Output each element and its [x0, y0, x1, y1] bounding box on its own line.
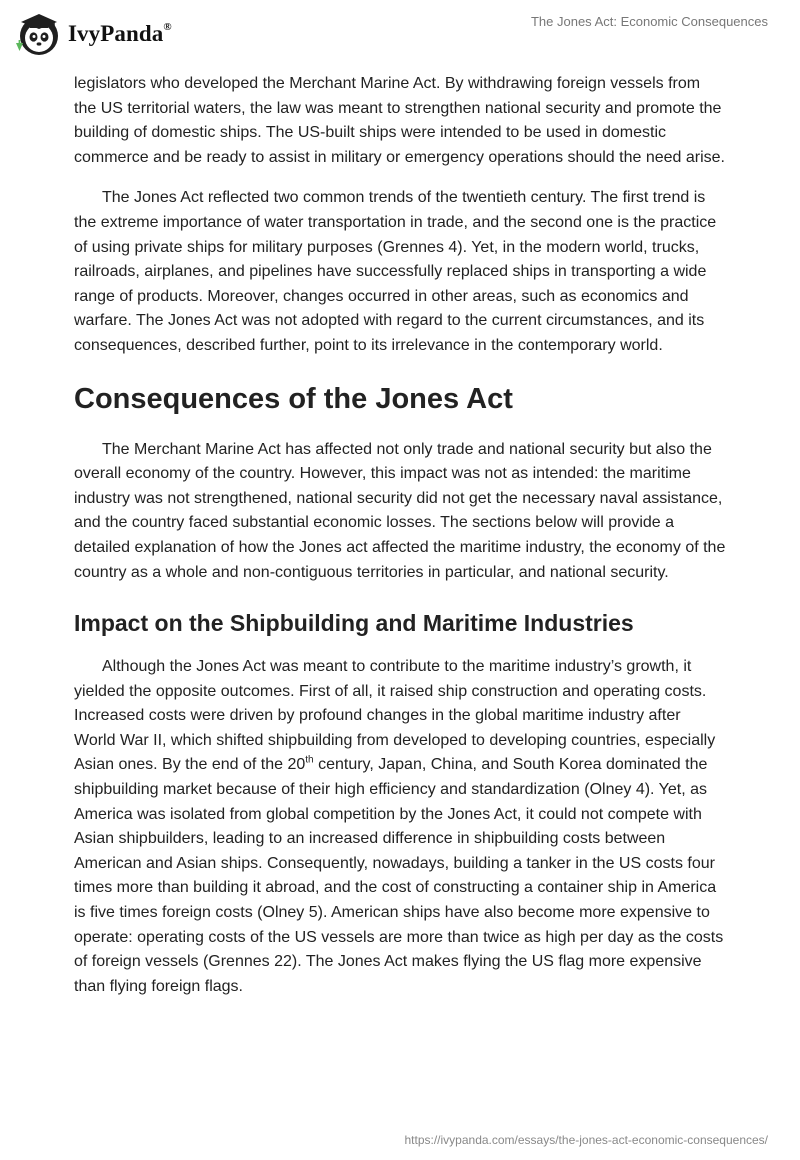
paragraph-4: Although the Jones Act was meant to contribute to the maritime industry’s growth, it yielded the opposite outcomes. First of all, it raised ship construction and operating costs. Increased costs were driven by profound changes in the global maritime industry after World War II, which shifted shipbuilding from developed to developing countries, especially Asian ones. By the end of the 20th century, Japan, China, and South Korea dominated the shipbuilding market because of their high efficiency and standardization (Olney 4). Yet, as America was isolated from global competition by the Jones Act, it could not compete with Asian shipbuilders, leading to an increased difference in shipbuilding costs between American and Asian ships. Consequently, nowadays, building a tanker in the US costs four times more than building it abroad, and the cost of constructing a container ship in America is five times foreign costs (Olney 5). American ships have also become more expensive to operate: operating costs of the US vessels are more than twice as high per day as the costs of foreign vessels (Grennes 22). The Jones Act makes flying the US flag more expensive than flying foreign flags. [74, 658, 724, 995]
page-header [0, 0, 800, 70]
brand-name: IvyPanda® [68, 21, 172, 46]
paragraph-3: The Merchant Marine Act has affected not only trade and national security but also the overall economy of the country. However, this impact was not as intended: the maritime industry was not strengthened, national security did not get the necessary naval assistance, and the country faced substantial economic losses. The sections below will provide a detailed explanation of how the Jones act affected the maritime industry, the economy of the country as a whole and non-contiguous territories in particular, and national security. [74, 440, 726, 581]
subsection-heading-shipbuilding: Impact on the Shipbuilding and Maritime Industries [74, 610, 634, 637]
panda-logo-icon [14, 9, 64, 59]
source-url[interactable]: https://ivypanda.com/essays/the-jones-act-economic-consequences/ [404, 1133, 768, 1147]
brand-logo[interactable] [14, 9, 172, 59]
paragraph-2: The Jones Act reflected two common trends of the twentieth century. The first trend is the extreme importance of water transportation in trade, and the second one is the practice of using private ships for military purposes (Grennes 4). Yet, in the modern world, trucks, railroads, airplanes, and pipelines have successfully replaced ships in transporting a wide range of products. Moreover, changes occurred in other areas, such as economics and warfare. The Jones Act was not adopted with regard to the current circumstances, and its consequences, described further, point to its irrelevance in the contemporary world. [74, 189, 717, 354]
document-title: The Jones Act: Economic Consequences [530, 14, 768, 29]
essay-content [74, 70, 726, 999]
registered-mark: ® [163, 21, 172, 34]
paragraph-1: legislators who developed the Merchant Marine Act. By withdrawing foreign vessels from the US territorial waters, the law was meant to strengthen national security and promote the building of domestic ships. The US-built ships were intended to be used in domestic commerce and be ready to assist in military or emergency operations should the need arise. [74, 75, 725, 166]
section-heading-consequences: Consequences of the Jones Act [74, 382, 513, 415]
